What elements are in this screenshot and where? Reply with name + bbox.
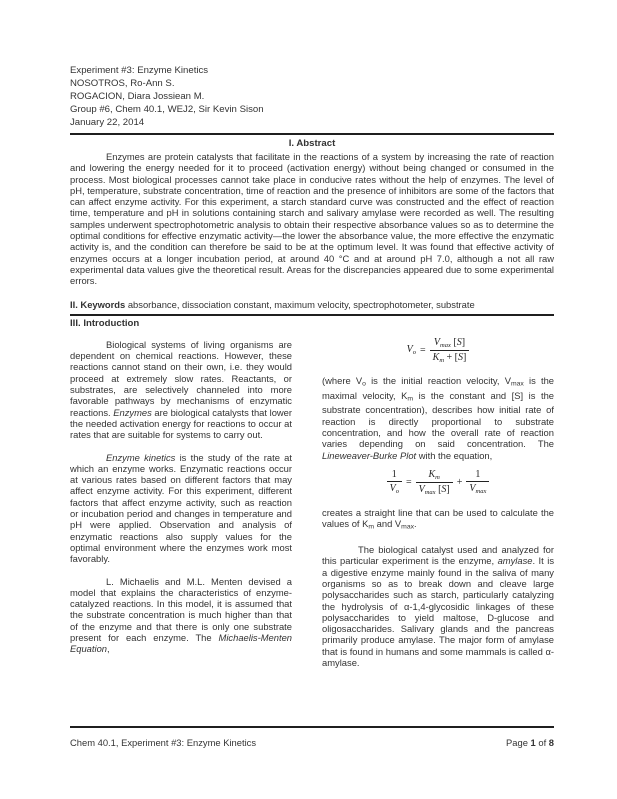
introduction-columns	[70, 335, 554, 668]
equals-sign: =	[420, 344, 426, 356]
fraction	[416, 469, 453, 496]
fraction-numerator: 1	[391, 469, 397, 481]
header-divider	[70, 133, 554, 135]
report-title-line: Experiment #3: Enzyme Kinetics	[70, 65, 209, 76]
fraction	[466, 469, 489, 495]
footer-divider	[70, 726, 554, 728]
intro-paragraph-4: (where $V_o$ is the initial reaction velocity, $V_{max}$ is the maximal velocity, $K_m$ is the constant and [S] is the substrate concentration), describes how initial rate of reaction is directly proportional to substrate concentration, and how the overall rate of reaction varies depending on said concentration. The Lineweaver-Burke Plot with the equation,	[322, 374, 555, 461]
course-group-line: Group #6, Chem 40.1, WEJ2, Sir Kevin Sison	[70, 104, 264, 115]
fraction-denominator: $V_o$	[387, 481, 402, 495]
equals-sign: =	[405, 476, 412, 488]
introduction-heading: III. Introduction	[70, 317, 140, 329]
page-content	[70, 64, 554, 668]
footer-document-title: Chem 40.1, Experiment #3: Enzyme Kinetics	[70, 737, 257, 748]
page-number: Page 1 of 8	[506, 737, 554, 748]
right-column	[322, 335, 554, 668]
keywords-text: absorbance, dissociation constant, maximum velocity, spectrophotometer, substrate	[125, 298, 475, 310]
lineweaver-burke-equation	[322, 469, 554, 496]
fraction-denominator: $V_{max}$	[466, 481, 489, 495]
left-column	[70, 335, 292, 668]
fraction-numerator: $K_m$	[428, 468, 440, 481]
keywords-label: II. Keywords	[70, 298, 126, 310]
intro-paragraph-1: Biological systems of living organisms are dependent on chemical reactions. However, these reactions cannot stand on their own, i.e. they would proceed at extremely slow rates. Reactants, or substrates, are selectively channeled into more favorable pathways by mechanisms of enzymatic reactions. Enzymes are biological catalysts that lower the needed activation energy for reactions to occur at rates that are suitable for systems to carry out.	[70, 338, 293, 441]
report-header	[70, 64, 554, 129]
fraction	[430, 337, 470, 364]
author-line-1: NOSOTROS, Ro-Ann S.	[70, 78, 175, 89]
intro-paragraph-2: Enzyme kinetics is the study of the rate at which an enzyme works. Enzymatic reactions occur at various rates based on different factors that may affect enzyme activity. For this experiment, different factors that affect enzyme activity, such as reaction or incubation period and changes in temperature and pH were applied. Observation and analysis of enzymatic reactions also supply values for the optimal environment where the enzymes work most favorably.	[70, 451, 292, 565]
footer-row	[70, 737, 554, 748]
page-footer	[70, 722, 554, 748]
keywords-divider	[70, 314, 554, 316]
michaelis-menten-equation	[322, 337, 554, 364]
fraction-numerator: $V_{max}$ [S]	[433, 336, 466, 349]
abstract-heading: I. Abstract	[288, 138, 336, 149]
intro-paragraph-5: creates a straight line that can be used to calculate the values of $K_m$ and $V_{max}$.	[322, 506, 554, 531]
plus-sign: +	[456, 476, 463, 488]
intro-paragraph-6: The biological catalyst used and analyzed for this particular experiment is the enzyme, amylase. It is a digestive enzyme mainly found in the saliva of many organisms so as to break down and cleave large polysaccharides such as starch, particularly catalyzing the hydrolysis of α-1,4-glycosidic linkages of these polysaccharides to yield maltose, D-glucose and oligosaccharides. Salivary glands and the pancreas primarily produce amylase. The major form of amylase that is found in humans and some mammals is called α-amylase.	[322, 544, 555, 668]
fraction-numerator: 1	[475, 469, 481, 481]
intro-paragraph-3: L. Michaelis and M.L. Menten devised a model that explains the characteristics of enzyme-catalyzed reactions. In this model, it is assumed that the substrate concentration is much higher than that of the enzyme and that there is only one substrate present for each enzyme. The Michaelis-Menten Equation,	[70, 575, 292, 655]
fraction	[387, 469, 402, 495]
fraction-denominator: $V_{max}$ [S]	[416, 482, 453, 496]
author-line-2: ROGACION, Diara Jossiean M.	[70, 91, 205, 102]
date-line: January 22, 2014	[70, 117, 145, 128]
abstract-paragraph: Enzymes are protein catalysts that facilitate in the reactions of a system by increasing the rate of reaction and lowering the energy needed for it to proceed (activation energy) without being changed or consumed in the process. Most biological processes cannot take place in conducive rates without the help of enzymes. The level of pH, temperature, substrate concentration, time of reaction and the presence of inhibitors are some of the factors that can affect enzyme activity. For this experiment, a starch standard curve was constructed and the effect of reaction time, temperature and pH in solutions containing starch and salivary amylase were recorded as well. The resulting samples underwent spectrophotometric analysis to obtain their respective absorbance values so as to determine the optimal conditions for effective enzymatic activity—the lower the absorbance value, the more effective the enzymatic activity is, and the condition can therefore be said to be at the optimum level. It was found that effective activity of enzymes occurs at a longer incubation period, at around 40 °C and at around pH 7.0, although a not all raw experimental data values give the theoretical result. Areas for the discrepancies appeared due to some experimental errors.	[70, 151, 554, 287]
equation-lhs: $V_o$	[406, 344, 416, 357]
fraction-denominator: $K_m + [S]$	[430, 350, 470, 364]
keywords-line	[70, 299, 554, 310]
